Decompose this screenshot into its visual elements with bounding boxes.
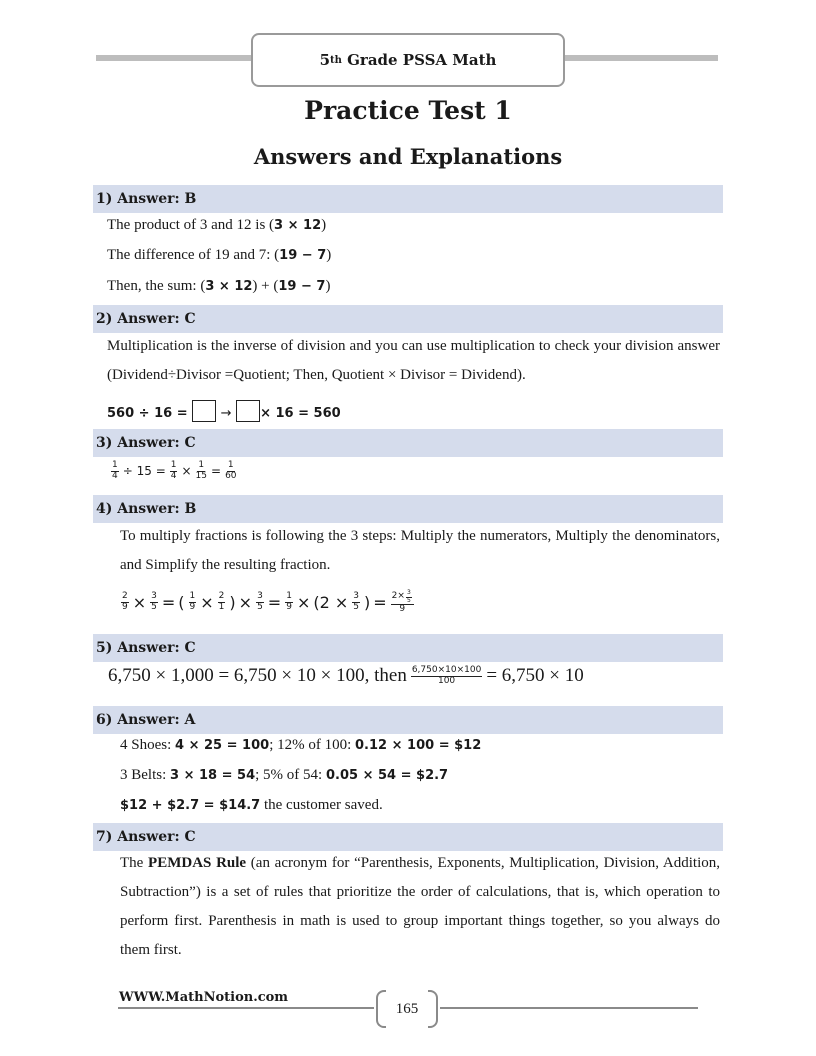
header-grade-number: 5 bbox=[319, 51, 330, 69]
q6-line-1-text: 4 Shoes: bbox=[120, 737, 176, 753]
q1-line-3-text: Then, the sum: ( bbox=[107, 278, 206, 294]
fraction: $\frac{1}{15}$ bbox=[195, 460, 207, 481]
paren: ( bbox=[178, 593, 185, 613]
q1-line-3-math-2: 19 − 7 bbox=[278, 279, 326, 294]
arrow-icon: → bbox=[220, 406, 232, 421]
header-grade-rest: Grade PSSA Math bbox=[341, 51, 497, 69]
header-badge bbox=[251, 33, 565, 87]
operator: × bbox=[296, 593, 311, 613]
footer-website-link[interactable]: WWW.MathNotion.com bbox=[119, 990, 289, 1005]
fraction: $\frac{1}{9}$ bbox=[189, 591, 196, 613]
footer-rule-right bbox=[440, 1007, 698, 1009]
operator: = bbox=[373, 593, 387, 613]
q6-line-2-text-2: ; 5% of 54: bbox=[255, 767, 326, 783]
fraction: $\frac{3}{5}$ bbox=[257, 591, 263, 613]
q7-prefix: The bbox=[120, 855, 149, 871]
answer-band-5: 5) Answer: C bbox=[93, 634, 723, 662]
q6-line-1 bbox=[120, 737, 481, 754]
q6-line-1-math: 4 × 25 = 100 bbox=[175, 738, 270, 753]
q1-line-3 bbox=[107, 278, 330, 295]
q1-line-2-math: 19 − 7 bbox=[279, 248, 327, 263]
q1-line-3-math-1: 3 × 12 bbox=[205, 279, 253, 294]
q7-explanation bbox=[120, 849, 720, 965]
q1-line-1-end: ) bbox=[321, 217, 327, 233]
page-number: 165 bbox=[395, 1001, 419, 1017]
fraction: $\frac{1}{60}$ bbox=[225, 460, 237, 481]
operator: = bbox=[267, 593, 282, 613]
fraction: $\frac{1}{4}$ bbox=[112, 460, 118, 481]
q7-bold-term: PEMDAS Rule bbox=[148, 855, 247, 871]
page-subtitle: Answers and Explanations bbox=[253, 144, 563, 169]
q1-line-2 bbox=[107, 247, 331, 264]
header-rule-left bbox=[96, 55, 251, 61]
q6-line-2-math-2: 0.05 × 54 = $2.7 bbox=[325, 768, 449, 783]
footer-rule-left bbox=[118, 1007, 374, 1009]
answer-band-6: 6) Answer: A bbox=[93, 706, 723, 734]
q6-line-2-text: 3 Belts: bbox=[120, 767, 171, 783]
q6-line-3-text: the customer saved. bbox=[260, 797, 383, 813]
q1-line-1-text: The product of 3 and 12 is ( bbox=[107, 217, 275, 233]
q5-eq-left: 6,750 × 1,000 = 6,750 × 10 × 100, then bbox=[108, 665, 407, 686]
paren: ) bbox=[364, 593, 371, 613]
answer-blank-box bbox=[236, 400, 260, 422]
q1-line-3-end: ) bbox=[325, 278, 331, 294]
operator: × bbox=[132, 593, 147, 613]
q3-equation bbox=[110, 461, 238, 482]
answer-band-2: 2) Answer: C bbox=[93, 305, 723, 333]
q6-line-3-math: $12 + $2.7 = $14.7 bbox=[120, 798, 261, 813]
q1-line-1 bbox=[107, 217, 326, 234]
q6-line-1-math-2: 0.12 × 100 = $12 bbox=[355, 738, 482, 753]
paren: ) bbox=[229, 593, 236, 613]
q2-eq-left: 560 ÷ 16 = bbox=[107, 406, 188, 421]
operator: × bbox=[238, 593, 253, 613]
page-title: Practice Test 1 bbox=[304, 96, 512, 125]
q7-text: (an acronym for “Parenthesis, Exponents, Multiplication, Division, Addition, Subtraction”) is a set of rules that prioritize the order of calculations, that is, which operation to perform first. Parenthesis in math is used to group important things together, so you always do them first. bbox=[120, 855, 720, 958]
fraction: $\frac{6,750\times 10\times 100}{100}$ bbox=[411, 664, 482, 686]
answer-band-7: 7) Answer: C bbox=[93, 823, 723, 851]
q6-line-3 bbox=[120, 797, 383, 814]
operator: ÷ 15 = bbox=[122, 464, 166, 479]
q1-line-2-end: ) bbox=[326, 247, 332, 263]
header-rule-right bbox=[563, 55, 718, 61]
header-grade-sup: th bbox=[330, 54, 342, 66]
operator: = bbox=[211, 464, 222, 479]
q4-equation bbox=[120, 590, 415, 615]
operator: × bbox=[181, 464, 192, 479]
operator: = bbox=[161, 593, 176, 613]
fraction: $\frac{2}{1}$ bbox=[218, 591, 225, 613]
fraction: $\frac{3}{5}$ bbox=[151, 591, 157, 613]
q6-line-2 bbox=[120, 767, 448, 784]
fraction: 2× $\frac{3}{5}$ 9 bbox=[391, 590, 414, 615]
answer-blank-box bbox=[192, 400, 216, 422]
paren-expression: (2 × bbox=[313, 593, 349, 613]
fraction: $\frac{1}{4}$ bbox=[170, 460, 177, 481]
q1-line-1-math: 3 × 12 bbox=[274, 218, 322, 233]
q1-line-2-text: The difference of 19 and 7: ( bbox=[107, 247, 280, 263]
answer-band-3: 3) Answer: C bbox=[93, 429, 723, 457]
fraction: $\frac{3}{5}$ bbox=[353, 591, 359, 613]
q4-explanation: To multiply fractions is following the 3 steps: Multiply the numerators, Multiply the denominators, and Simplify the resulting fraction. bbox=[120, 528, 720, 573]
operator: × bbox=[200, 593, 214, 613]
q6-line-1-text-2: ; 12% of 100: bbox=[269, 737, 356, 753]
fraction: $\frac{1}{9}$ bbox=[286, 591, 292, 613]
q2-explanation: Multiplication is the inverse of division and you can use multiplication to check your division answer (Dividend÷Divisor =Quotient; Then, Quotient × Divisor = Dividend). bbox=[107, 338, 720, 383]
q5-eq-right: = 6,750 × 10 bbox=[486, 665, 584, 686]
q2-eq-right: × 16 = 560 bbox=[260, 406, 341, 421]
q1-line-3-mid: ) + ( bbox=[252, 278, 279, 294]
fraction: $\frac{2}{9}$ bbox=[122, 591, 128, 613]
q5-equation bbox=[108, 665, 584, 687]
q6-line-2-math: 3 × 18 = 54 bbox=[170, 768, 256, 783]
answer-band-4: 4) Answer: B bbox=[93, 495, 723, 523]
q2-equation bbox=[107, 400, 341, 422]
answer-band-1: 1) Answer: B bbox=[93, 185, 723, 213]
